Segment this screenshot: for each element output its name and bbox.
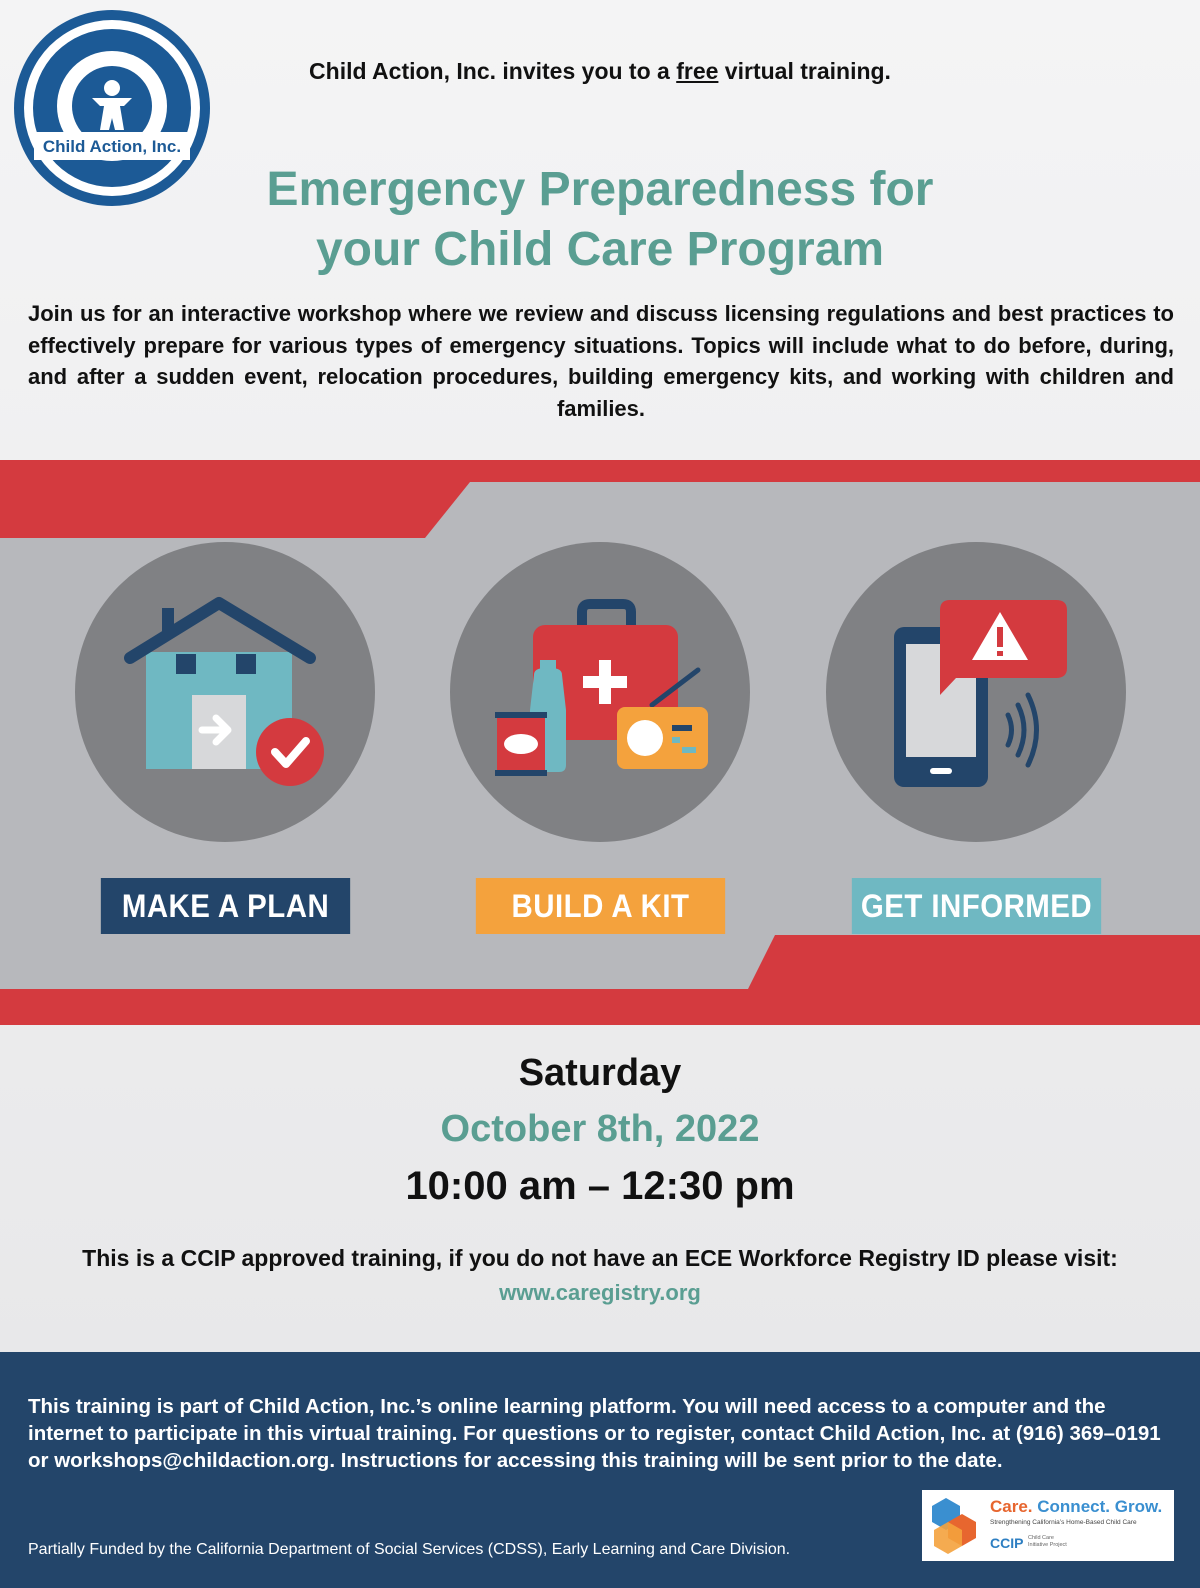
ccip-note: This is a CCIP approved training, if you do not have an ECE Workforce Registry ID please visit: — [82, 1245, 1118, 1271]
make-a-plan-label: MAKE A PLAN — [101, 878, 350, 934]
badge-subtitle: Strengthening California’s Home-Based Child Care — [990, 1519, 1137, 1526]
steps-band — [0, 460, 1200, 1025]
badge-ccip: CCIP — [990, 1535, 1024, 1551]
page-title — [180, 160, 1020, 280]
invite-free: free — [676, 58, 719, 84]
badge-word-grow: Grow. — [1114, 1497, 1163, 1516]
logo-text: Child Action, Inc. — [42, 137, 182, 156]
intro-paragraph: Join us for an interactive workshop where we review and discuss licensing regulations and best practices to effectively prepare for various types of emergency situations. Topics will include what to do before, during, and after a sudden event, relocation procedures, building emergency kits, and working with children and families. — [28, 301, 1174, 421]
title-line-1: Emergency Preparedness for — [266, 163, 934, 216]
invite-suffix: virtual training. — [718, 58, 891, 84]
registry-link[interactable]: www.caregistry.org — [499, 1280, 701, 1305]
funding-note: Partially Funded by the California Department of Social Services (CDSS), Early Learning and Care Division. — [28, 1541, 791, 1558]
get-informed-label: GET INFORMED — [852, 878, 1101, 934]
footer-text: This training is part of Child Action, Inc.’s online learning platform. You will need access to a computer and the internet to participate in this virtual training. For questions or to register, contact Child Action, Inc. at (916) 369–0191 or workshops@childaction.org. Instructions for accessing this training will be sent prior to the date. — [28, 1395, 1161, 1472]
title-line-2: your Child Care Program — [315, 223, 885, 276]
invite-line — [260, 58, 940, 85]
build-a-kit-label: BUILD A KIT — [476, 878, 725, 934]
invite-prefix: Child Action, Inc. invites you to a — [309, 58, 677, 84]
badge-ccip-subtitle: Child Care Initiative Project — [1028, 1535, 1067, 1548]
badge-word-connect: Connect. — [1037, 1497, 1110, 1516]
event-date: October 8th, 2022 — [440, 1108, 760, 1150]
event-day: Saturday — [518, 1052, 682, 1094]
ccip-cube-icon — [926, 1494, 984, 1558]
badge-title — [990, 1497, 1162, 1517]
badge-word-care: Care. — [990, 1497, 1033, 1516]
event-time: 10:00 am – 12:30 pm — [405, 1164, 795, 1208]
